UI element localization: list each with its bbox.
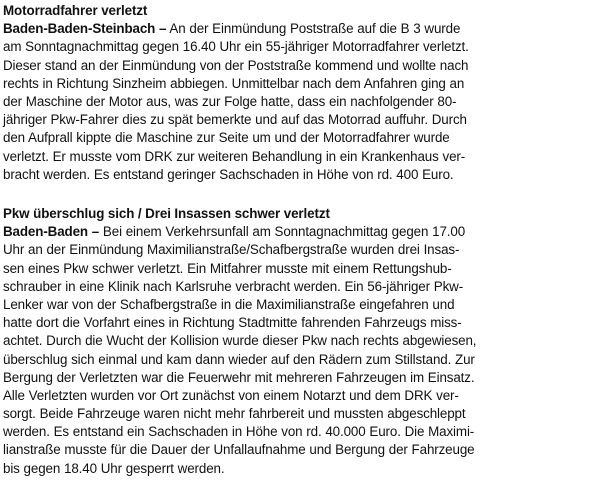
article-line: Uhr an der Einmündung Maximilianstraße/Schafbergstraße wurden drei Insas- — [3, 242, 460, 258]
article-line: bis gegen 18.40 Uhr gesperrt werden. — [3, 460, 225, 476]
article-line: schrauber in eine Klinik nach Karlsruhe verbracht werden. Ein 56-jähriger Pkw- — [3, 278, 464, 294]
article-headline: Pkw überschlug sich / Drei Insassen schwer verletzt — [3, 206, 330, 221]
article-line: Bergung der Verletzten war die Feuerwehr mit mehreren Fahrzeugen im Einsatz. — [3, 369, 475, 385]
article-line: verletzt. Er musste vom DRK zur weiteren Behandlung in ein Krankenhaus ver- — [3, 148, 466, 164]
article-pkw-ueberschlug — [3, 205, 595, 478]
article-line: jähriger Pkw-Fahrer dies zu spät bemerkte und auf das Motorrad auffuhr. Durch — [3, 112, 467, 128]
article-line: Alle Verletzten wurden vor Ort zunächst von einem Notarzt und dem DRK ver- — [3, 387, 459, 403]
article-line: sorgt. Beide Fahrzeuge waren nicht mehr fahrbereit und mussten abgeschleppt — [3, 406, 466, 422]
article-line: rechts in Richtung Sinzheim abbiegen. Unmittelbar nach dem Anfahren ging an — [3, 75, 465, 91]
article-line: achtet. Durch die Wucht der Kollision wurde dieser Pkw nach rechts abgewiesen, — [3, 333, 477, 349]
article-line: überschlug sich einmal und kam dann wieder auf den Rädern zum Stillstand. Zur — [3, 351, 475, 367]
article-line: am Sonntagnachmittag gegen 16.40 Uhr ein 55-jähriger Motorradfahrer verletzt. — [3, 39, 469, 55]
article-line-text: Bei einem Verkehrsunfall am Sonntagnachmittag gegen 17.00 — [99, 224, 466, 240]
article-dateline: Baden-Baden-Steinbach – — [3, 21, 167, 37]
article-line: Lenker war von der Schafbergstraße in die Maximilianstraße eingefahren und — [3, 296, 455, 312]
article-line: werden. Es entstand ein Sachschaden in Höhe von rd. 40.000 Euro. Die Maximi- — [3, 424, 475, 440]
article-headline: Motorradfahrer verletzt — [3, 3, 148, 18]
article-line — [3, 223, 595, 241]
article-line — [3, 20, 595, 38]
article-line: bracht werden. Es entstand geringer Sachschaden in Höhe von rd. 400 Euro. — [3, 166, 454, 182]
article-line-text: An der Einmündung Poststraße auf die B 3 wurde — [166, 21, 461, 37]
article-line: hatte dort die Vorfahrt eines in Richtung Stadtmitte fahrenden Fahrzeugs miss- — [3, 315, 462, 331]
article-dateline: Baden-Baden – — [3, 224, 100, 240]
article-line: Dieser stand an der Einmündung von der Poststraße kommend und wollte nach — [3, 57, 469, 73]
article-line: den Aufprall kippte die Maschine zur Seite um und der Motorradfahrer wurde — [3, 130, 450, 146]
article-line: der Maschine der Motor aus, was zur Folge hatte, dass ein nachfolgender 80- — [3, 93, 457, 109]
article-line: lianstraße musste für die Dauer der Unfallaufnahme und Bergung der Fahrzeuge — [3, 442, 475, 458]
article-motorradfahrer — [3, 2, 595, 184]
article-line: sen eines Pkw schwer verletzt. Ein Mitfahrer musste mit einem Rettungshub- — [3, 260, 452, 276]
